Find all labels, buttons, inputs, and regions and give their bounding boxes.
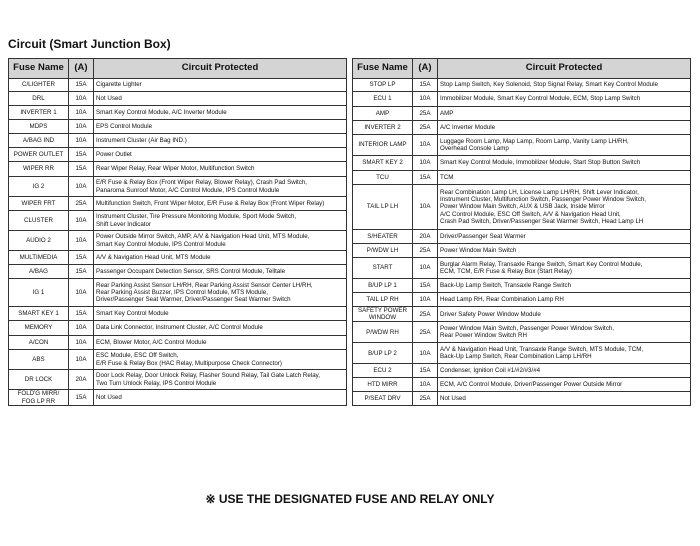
page-title: Circuit (Smart Junction Box) <box>8 37 171 51</box>
fuse-name-cell: A/BAG IND <box>9 134 69 148</box>
table-row <box>353 185 691 230</box>
table-row <box>9 251 347 265</box>
circuit-cell: ESC Module, ESC Off Switch, E/R Fuse & Relay Box (HAC Relay, Multipurpose Check Connector) <box>94 350 347 370</box>
circuit-cell: Data Link Connector, Instrument Cluster, A/C Control Module <box>94 321 347 336</box>
circuit-cell: Rear Combination Lamp LH, License Lamp LH/RH, Shift Lever Indicator, Instrument Cluster, Multifunction Switch, Passenger Power Window Switch, Power Window Main Switch, AUX & USB Jack, Inside Mirror A/C Control Module, ESC Off Switch, A/V & Navigation Head Unit, Crash Pad Switch, Driver/Passenger Seat Warmer Switch, Head Lamp LH <box>438 185 691 230</box>
fuse-name-cell: DR LOCK <box>9 370 69 390</box>
table-row <box>9 134 347 148</box>
table-row <box>9 162 347 177</box>
circuit-cell: Condenser, Ignition Coil #1/#2/#3/#4 <box>438 364 691 378</box>
fuse-name-header: Fuse Name <box>353 59 413 79</box>
amp-cell: 10A <box>69 350 94 370</box>
fuse-name-cell: A/BAG <box>9 265 69 279</box>
table-row <box>353 322 691 343</box>
amp-cell: 15A <box>69 79 94 92</box>
table-row <box>353 135 691 156</box>
amp-cell: 15A <box>413 171 438 185</box>
fuse-name-cell: TCU <box>353 171 413 185</box>
fuse-name-cell: IG 2 <box>9 177 69 197</box>
circuit-cell: Cigarette Lighter <box>94 79 347 92</box>
table-row <box>353 343 691 364</box>
amp-cell: 10A <box>413 258 438 279</box>
fuse-table-right <box>352 58 691 406</box>
circuit-cell: Back-Up Lamp Switch, Transaxle Range Switch <box>438 279 691 293</box>
circuit-cell: Smart Key Control Module, A/C Inverter Module <box>94 106 347 120</box>
amp-cell: 10A <box>413 92 438 107</box>
table-row <box>9 177 347 197</box>
circuit-cell: Instrument Cluster, Tire Pressure Monitoring Module, Sport Mode Switch, Shift Lever Indicator <box>94 211 347 231</box>
circuit-cell: Instrument Cluster (Air Bag IND.) <box>94 134 347 148</box>
amp-cell: 10A <box>413 343 438 364</box>
circuit-cell: Not Used <box>94 92 347 106</box>
circuit-cell: Power Outlet <box>94 148 347 162</box>
circuit-cell: AMP <box>438 107 691 121</box>
table-row <box>9 265 347 279</box>
fuse-name-cell: S/HEATER <box>353 230 413 244</box>
table-row <box>353 171 691 185</box>
circuit-cell: Multifunction Switch, Front Wiper Motor, E/R Fuse & Relay Box (Front Wiper Relay) <box>94 197 347 211</box>
fuse-name-cell: INVERTER 2 <box>353 121 413 135</box>
amp-cell: 15A <box>413 79 438 92</box>
table-row <box>353 258 691 279</box>
circuit-cell: Power Window Main Switch, Passenger Power Window Switch, Rear Power Window Switch RH <box>438 322 691 343</box>
circuit-cell: Smart Key Control Module <box>94 307 347 321</box>
fuse-name-cell: B/UP LP 1 <box>353 279 413 293</box>
fuse-name-cell: INTERIOR LAMP <box>353 135 413 156</box>
amp-cell: 25A <box>69 197 94 211</box>
table-row <box>9 79 347 92</box>
amp-cell: 25A <box>413 121 438 135</box>
amp-cell: 10A <box>69 279 94 307</box>
table-row <box>9 350 347 370</box>
table-row <box>9 231 347 251</box>
circuit-cell: E/R Fuse & Relay Box (Front Wiper Relay, Blower Relay), Crash Pad Switch, Panaroma Sunroof Motor, A/C Control Module, IPS Control Module <box>94 177 347 197</box>
circuit-cell: Smart Key Control Module, Immobilizer Module, Start Stop Button Switch <box>438 156 691 171</box>
table-row <box>353 156 691 171</box>
fuse-name-cell: START <box>353 258 413 279</box>
fuse-name-cell: ECU 1 <box>353 92 413 107</box>
amp-cell: 15A <box>69 390 94 406</box>
circuit-cell: ECM, Blower Motor, A/C Control Module <box>94 336 347 350</box>
fuse-name-cell: ECU 2 <box>353 364 413 378</box>
fuse-name-cell: AMP <box>353 107 413 121</box>
amp-header: (A) <box>69 59 94 79</box>
circuit-cell: Not Used <box>94 390 347 406</box>
table-row <box>353 244 691 258</box>
fuse-name-cell: C/LIGHTER <box>9 79 69 92</box>
amp-cell: 15A <box>69 251 94 265</box>
circuit-cell: Not Used <box>438 392 691 406</box>
table-row <box>9 106 347 120</box>
fuse-name-cell: SMART KEY 2 <box>353 156 413 171</box>
amp-cell: 10A <box>413 185 438 230</box>
circuit-cell: Stop Lamp Switch, Key Solenoid, Stop Signal Relay, Smart Key Control Module <box>438 79 691 92</box>
circuit-cell: Burglar Alarm Relay, Transaxle Range Switch, Smart Key Control Module, ECM, TCM, E/R Fuse & Relay Box (Start Relay) <box>438 258 691 279</box>
circuit-cell: Power Window Main Switch <box>438 244 691 258</box>
fuse-name-cell: P/WDW LH <box>353 244 413 258</box>
amp-cell: 10A <box>69 336 94 350</box>
fuse-name-cell: POWER OUTLET <box>9 148 69 162</box>
fuse-name-cell: WIPER RR <box>9 162 69 177</box>
fuse-name-cell: MULTIMEDIA <box>9 251 69 265</box>
amp-cell: 10A <box>69 321 94 336</box>
circuit-header: Circuit Protected <box>94 59 347 79</box>
table-row <box>353 107 691 121</box>
table-row <box>9 279 347 307</box>
circuit-cell: Door Lock Relay, Door Unlock Relay, Flasher Sound Relay, Tail Gate Latch Relay, Two Turn Unlock Relay, IPS Control Module <box>94 370 347 390</box>
circuit-cell: Passenger Occupant Detection Sensor, SRS Control Module, Telltale <box>94 265 347 279</box>
table-row <box>9 370 347 390</box>
amp-cell: 20A <box>413 230 438 244</box>
circuit-cell: A/C Inverter Module <box>438 121 691 135</box>
amp-cell: 10A <box>69 231 94 251</box>
table-row <box>9 148 347 162</box>
circuit-cell: A/V & Navigation Head Unit, MTS Module <box>94 251 347 265</box>
table-row <box>353 392 691 406</box>
fuse-name-cell: WIPER FRT <box>9 197 69 211</box>
header-row <box>353 59 691 79</box>
fuse-name-cell: P/WDW RH <box>353 322 413 343</box>
fuse-name-cell: HTD MIRR <box>353 378 413 392</box>
circuit-cell: Rear Parking Assist Sensor LH/RH, Rear Parking Assist Sensor Center LH/RH, Rear Parking Assist Buzzer, IPS Control Module, MTS Module, Driver/Passenger Seat Warmer, Driver/Passenger Seat Warmer Switch <box>94 279 347 307</box>
fuse-name-cell: ABS <box>9 350 69 370</box>
fuse-name-cell: STOP LP <box>353 79 413 92</box>
amp-cell: 25A <box>413 244 438 258</box>
amp-cell: 15A <box>413 279 438 293</box>
table-row <box>9 390 347 406</box>
table-row <box>9 120 347 134</box>
fuse-name-cell: CLUSTER <box>9 211 69 231</box>
amp-cell: 25A <box>413 307 438 322</box>
circuit-cell: Immobilizer Module, Smart Key Control Module, ECM, Stop Lamp Switch <box>438 92 691 107</box>
table-row <box>9 211 347 231</box>
table-row <box>353 92 691 107</box>
table-row <box>353 364 691 378</box>
circuit-cell: Driver/Passenger Seat Warmer <box>438 230 691 244</box>
fuse-name-cell: A/CON <box>9 336 69 350</box>
table-row <box>9 307 347 321</box>
table-row <box>353 307 691 322</box>
circuit-cell: TCM <box>438 171 691 185</box>
amp-cell: 15A <box>69 148 94 162</box>
amp-cell: 10A <box>69 177 94 197</box>
fuse-name-cell: MDPS <box>9 120 69 134</box>
table-row <box>353 79 691 92</box>
amp-cell: 10A <box>413 378 438 392</box>
fuse-name-cell: SAFETY POWER WINDOW <box>353 307 413 322</box>
fuse-name-cell: MEMORY <box>9 321 69 336</box>
amp-cell: 15A <box>69 162 94 177</box>
circuit-cell: Luggage Room Lamp, Map Lamp, Room Lamp, Vanity Lamp LH/RH, Overhead Console Lamp <box>438 135 691 156</box>
circuit-cell: A/V & Navigation Head Unit, Transaxle Range Switch, MTS Module, TCM, Back-Up Lamp Switch, Rear Combination Lamp LH/RH <box>438 343 691 364</box>
amp-cell: 10A <box>69 134 94 148</box>
fuse-name-cell: P/SEAT DRV <box>353 392 413 406</box>
circuit-cell: Power Outside Mirror Switch, AMP, A/V & Navigation Head Unit, MTS Module, Smart Key Control Module, IPS Control Module <box>94 231 347 251</box>
amp-header: (A) <box>413 59 438 79</box>
circuit-cell: Driver Safety Power Window Module <box>438 307 691 322</box>
table-row <box>9 336 347 350</box>
circuit-cell: EPS Control Module <box>94 120 347 134</box>
table-row <box>9 197 347 211</box>
fuse-name-cell: DRL <box>9 92 69 106</box>
fuse-name-cell: TAIL LP LH <box>353 185 413 230</box>
amp-cell: 10A <box>69 211 94 231</box>
table-row <box>9 92 347 106</box>
amp-cell: 10A <box>69 106 94 120</box>
amp-cell: 10A <box>69 92 94 106</box>
fuse-name-cell: INVERTER 1 <box>9 106 69 120</box>
fuse-name-cell: IG 1 <box>9 279 69 307</box>
circuit-cell: Head Lamp RH, Rear Combination Lamp RH <box>438 293 691 307</box>
amp-cell: 10A <box>413 293 438 307</box>
fuse-name-cell: FOLD'G MIRR/ FOG LP RR <box>9 390 69 406</box>
amp-cell: 25A <box>413 392 438 406</box>
fuse-name-cell: B/UP LP 2 <box>353 343 413 364</box>
fuse-name-cell: SMART KEY 1 <box>9 307 69 321</box>
amp-cell: 15A <box>69 265 94 279</box>
amp-cell: 25A <box>413 107 438 121</box>
amp-cell: 10A <box>69 120 94 134</box>
fuse-name-cell: AUDIO 2 <box>9 231 69 251</box>
amp-cell: 15A <box>69 307 94 321</box>
table-row <box>353 121 691 135</box>
amp-cell: 25A <box>413 322 438 343</box>
fuse-table-left <box>8 58 347 406</box>
circuit-cell: ECM, A/C Control Module, Driver/Passenger Power Outside Mirror <box>438 378 691 392</box>
amp-cell: 10A <box>413 156 438 171</box>
table-row <box>353 378 691 392</box>
header-row <box>9 59 347 79</box>
fuse-name-cell: TAIL LP RH <box>353 293 413 307</box>
circuit-header: Circuit Protected <box>438 59 691 79</box>
amp-cell: 15A <box>413 364 438 378</box>
fuse-name-header: Fuse Name <box>9 59 69 79</box>
amp-cell: 10A <box>413 135 438 156</box>
fuse-notice: ※ USE THE DESIGNATED FUSE AND RELAY ONLY <box>205 492 495 506</box>
amp-cell: 20A <box>69 370 94 390</box>
table-row <box>353 230 691 244</box>
table-row <box>353 279 691 293</box>
table-row <box>353 293 691 307</box>
circuit-cell: Rear Wiper Relay, Rear Wiper Motor, Multifunction Switch <box>94 162 347 177</box>
table-row <box>9 321 347 336</box>
